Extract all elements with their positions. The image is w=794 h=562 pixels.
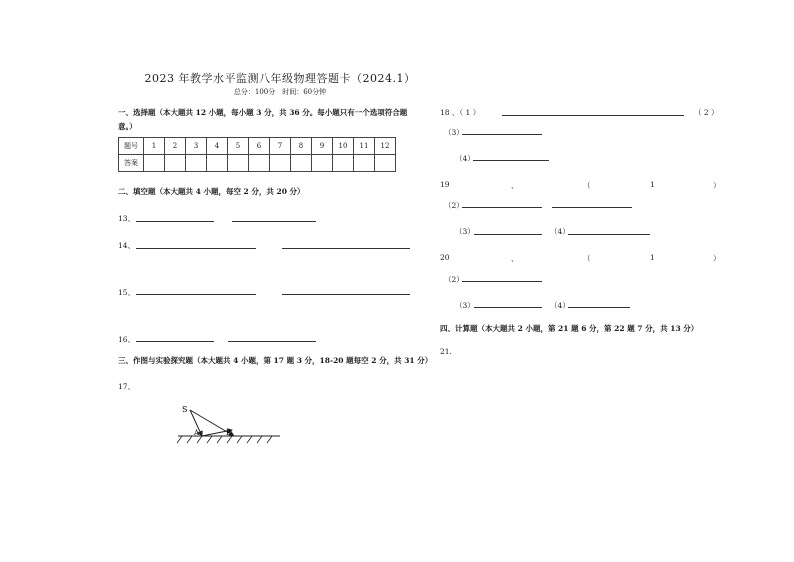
section1-heading-cont: 意。） <box>118 122 137 131</box>
question-20-label: 20 <box>440 253 450 262</box>
answer-line[interactable] <box>136 248 256 249</box>
reflection-diagram <box>172 400 282 452</box>
answer-cell[interactable] <box>165 155 186 172</box>
question-20-paren-open: （ <box>583 254 591 263</box>
answer-line[interactable] <box>136 341 214 342</box>
point-b-label: B <box>226 429 232 437</box>
answer-line[interactable] <box>568 234 650 235</box>
answer-line[interactable] <box>136 294 256 295</box>
answer-cell[interactable] <box>207 155 228 172</box>
answer-line[interactable] <box>282 248 410 249</box>
question-18-part4-label: （4） <box>455 154 475 163</box>
question-15-label: 15、 <box>118 288 136 297</box>
answer-line[interactable] <box>474 234 542 235</box>
answer-cell[interactable] <box>186 155 207 172</box>
question-20-paren-close: ） <box>713 254 721 263</box>
section1-heading: 一、选择题（本大题共 12 小题，每小题 3 分，共 36 分。每小题只有一个选项符合题 <box>118 108 408 117</box>
point-a-label: A <box>194 429 200 437</box>
question-20-part2-label: （2） <box>444 275 464 284</box>
section2-heading: 二、填空题（本大题共 4 小题，每空 2 分，共 20 分） <box>118 187 305 196</box>
page-subtitle: 总分：100分 时间：60分钟 <box>233 88 327 96</box>
question-number: 2 <box>165 138 186 155</box>
answer-cell[interactable] <box>333 155 354 172</box>
row-label-answer: 答案 <box>119 155 144 172</box>
question-19-separator: 、 <box>511 181 519 190</box>
answer-line[interactable] <box>228 341 316 342</box>
answer-line[interactable] <box>462 134 542 135</box>
answer-cell[interactable] <box>228 155 249 172</box>
answer-cell[interactable] <box>354 155 375 172</box>
page-title: 2023 年教学水平监测八年级物理答题卡（2024.1） <box>144 72 416 85</box>
question-18-label: 18 、（ 1 ） <box>440 108 481 117</box>
question-number: 4 <box>207 138 228 155</box>
question-13-label: 13、 <box>118 214 136 223</box>
question-number: 9 <box>312 138 333 155</box>
answer-line[interactable] <box>568 307 630 308</box>
answer-line[interactable] <box>473 160 549 161</box>
row-label-question: 题号 <box>119 138 144 155</box>
question-19-paren-close: ） <box>713 181 721 190</box>
question-20-separator: 、 <box>511 254 519 263</box>
question-19-part1: 1 <box>650 180 655 189</box>
answer-table-number-row <box>119 138 396 155</box>
answer-cell[interactable] <box>270 155 291 172</box>
question-16-label: 16、 <box>118 335 136 344</box>
question-21-label: 21. <box>440 347 452 356</box>
question-number: 3 <box>186 138 207 155</box>
answer-line[interactable] <box>502 115 684 116</box>
question-number: 10 <box>333 138 354 155</box>
answer-line[interactable] <box>136 221 214 222</box>
question-18-part2-label: （ 2 ） <box>694 108 719 117</box>
question-number: 1 <box>144 138 165 155</box>
question-18-part3-label: （3） <box>444 128 464 137</box>
answer-table-answer-row <box>119 155 396 172</box>
answer-line[interactable] <box>474 307 542 308</box>
question-19-label: 19 <box>440 180 450 189</box>
point-s-label: S <box>182 405 188 414</box>
question-19-part2-label: （2） <box>444 201 464 210</box>
question-number: 7 <box>270 138 291 155</box>
answer-line[interactable] <box>552 207 632 208</box>
answer-cell[interactable] <box>144 155 165 172</box>
question-number: 11 <box>354 138 375 155</box>
question-19-part3-label: （3） <box>455 227 475 236</box>
answer-line[interactable] <box>232 221 316 222</box>
question-20-part1: 1 <box>650 253 655 262</box>
section4-heading: 四、计算题（本大题共 2 小题，第 21 题 6 分，第 22 题 7 分，共 13 分） <box>440 324 699 333</box>
question-number: 5 <box>228 138 249 155</box>
question-14-label: 14、 <box>118 241 136 250</box>
question-19-paren-open: （ <box>583 181 591 190</box>
answer-cell[interactable] <box>249 155 270 172</box>
question-17-label: 17、 <box>118 382 136 391</box>
question-number: 12 <box>375 138 396 155</box>
question-19-part4-label: （4） <box>550 227 570 236</box>
question-20-part3-label: （3） <box>455 301 475 310</box>
question-number: 6 <box>249 138 270 155</box>
answer-cell[interactable] <box>291 155 312 172</box>
answer-line[interactable] <box>462 207 542 208</box>
mirror-hatching <box>177 436 272 443</box>
section3-heading: 三、作图与实验探究题（本大题共 4 小题，第 17 题 3 分，18-20 题每空 2 分，共 31 分） <box>118 356 433 365</box>
answer-cell[interactable] <box>375 155 396 172</box>
answer-line[interactable] <box>462 281 542 282</box>
answer-table <box>118 137 396 172</box>
answer-cell[interactable] <box>312 155 333 172</box>
answer-line[interactable] <box>282 294 410 295</box>
question-20-part4-label: （4） <box>550 301 570 310</box>
question-number: 8 <box>291 138 312 155</box>
